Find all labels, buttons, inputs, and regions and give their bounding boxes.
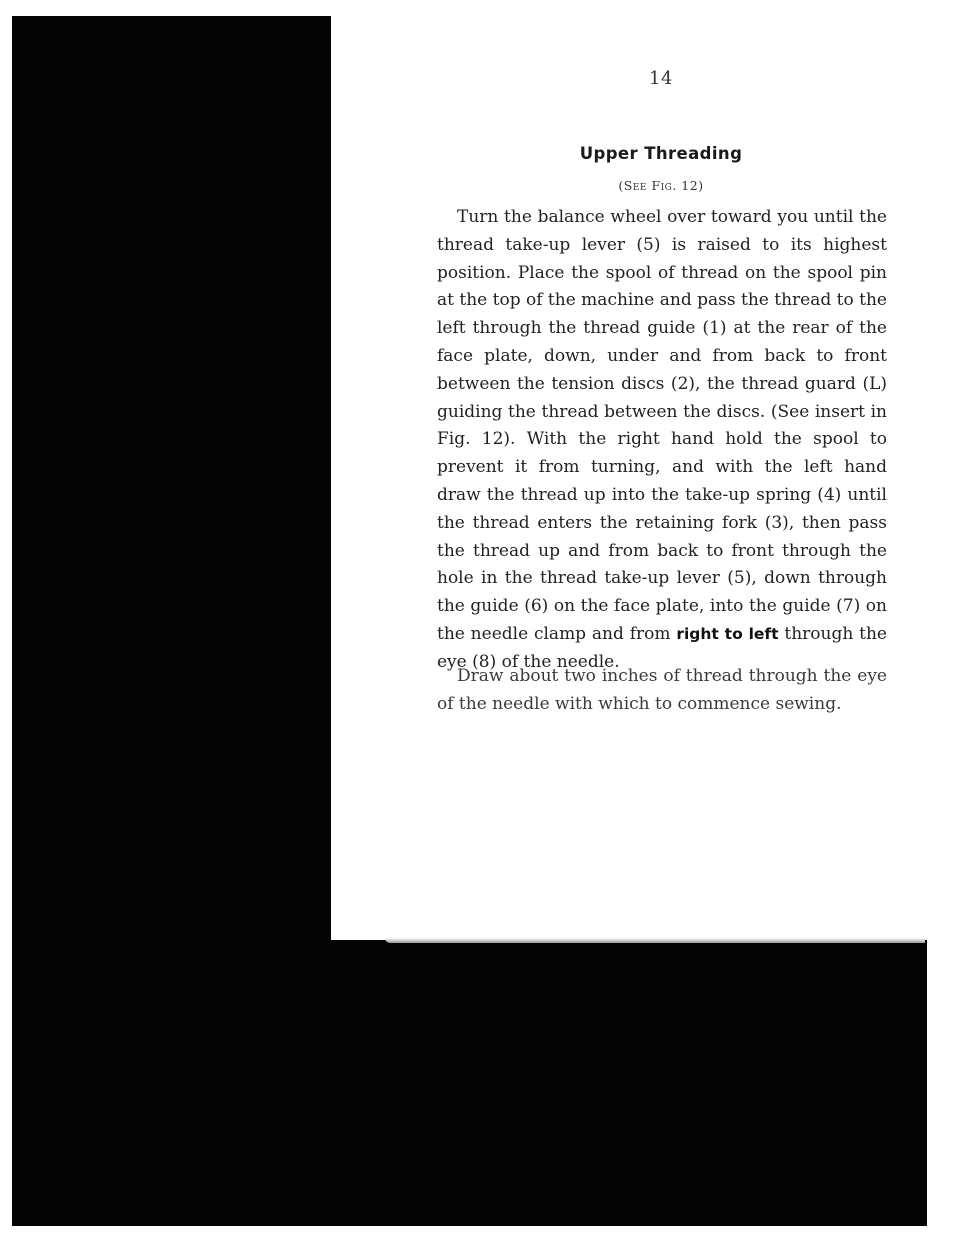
emphasis-text: right to left (676, 624, 779, 643)
paragraph-commence-sewing: Draw about two inches of thread through the eye of the needle with which to commence sewing. (437, 666, 887, 714)
section-subtitle: (See Fig. 12) (618, 178, 704, 193)
book-page (331, 16, 927, 940)
paragraph-threading-instructions (437, 204, 887, 677)
paragraph-text: through the eye (8) of the needle. (437, 623, 887, 672)
page-edge-shadow (385, 938, 925, 943)
section-title: Upper Threading (579, 144, 743, 163)
scan-dark-border-bottom (12, 940, 927, 1226)
paragraph-text: Turn the balance wheel over toward you until the thread take-up lever (5) is raised to its highest position. Place the spool of thread on the spool pin at the top of the machine and pass the thread to the left through the thread guide (1) at the rear of the face plate, down, under and from back to front between the tension discs (2), the thread guard (L) guiding the thread between the discs. (See insert in Fig. 12). With the right hand hold the spool to prevent it from turning, and with the left hand draw the thread up into the take-up spring (4) until the thread enters the retaining fork (3), then pass the thread up and from back to front through the hole in the thread take-up lever (5), down through the guide (6) on the face plate, into the guide (7) on the needle clamp and from (437, 207, 887, 644)
page-number: 14 (649, 68, 673, 89)
